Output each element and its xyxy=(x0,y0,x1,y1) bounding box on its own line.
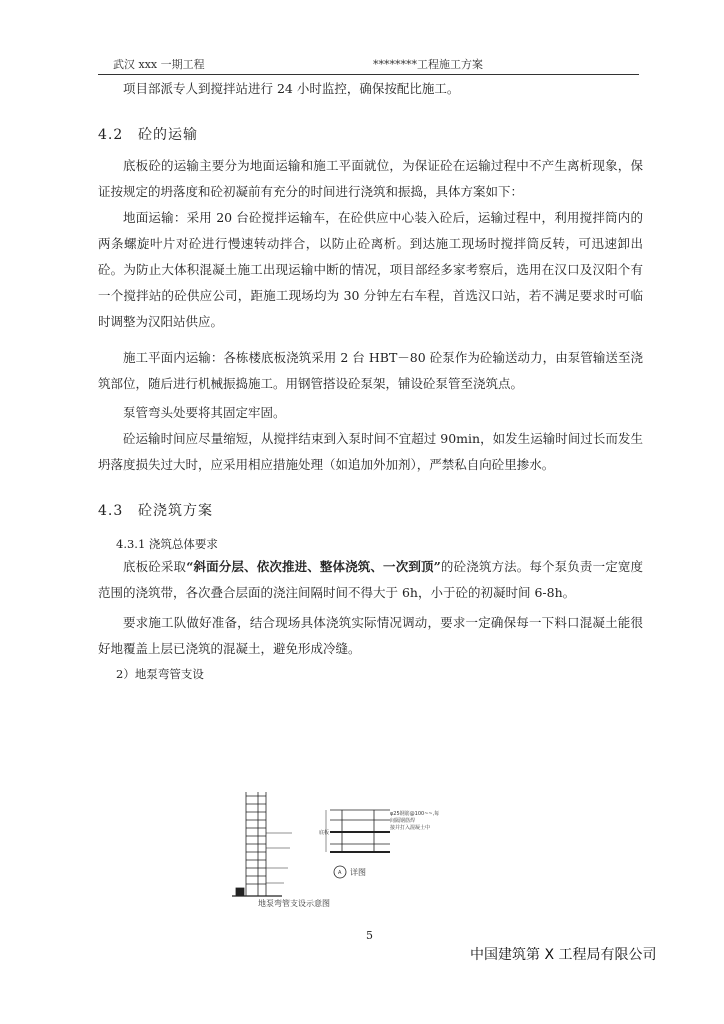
company-name: 中国建筑第 X 工程局有限公司 xyxy=(470,947,657,963)
section-4-2-number: 4.2 xyxy=(98,127,124,143)
section-4-3-heading xyxy=(98,500,213,520)
detail-caption: 详图 xyxy=(350,868,366,877)
section-4-2-paragraph-4: 泵管弯头处要将其固定牢固。 xyxy=(123,405,286,420)
section-4-2-paragraph-1: 底板砼的运输主要分为地面运输和施工平面就位，为保证砼在运输过程中不产生离析现象，保证按规定的坍落度和砼初凝前有充分的时间进行浇筑和振捣，具体方案如下： xyxy=(98,158,643,199)
section-4-2-paragraph-2: 地面运输：采用 20 台砼搅拌运输车，在砼供应中心装入砼后，运输过程中，利用搅拌筒内的两条螺旋叶片对砼进行慢速转动拌合，以防止砼离析。到达施工现场时搅拌筒反转，可迅速卸出砼。为防止大体积混凝土施工出现运输中断的情况，项目部经多家考察后，选用在汉口及汉阳个有一个搅拌站的砼供应公司，距施工现场均为 30 分钟左右车程，首选汉口站，若不满足要求时可临时调整为汉阳站供应。 xyxy=(98,210,643,329)
header-left: 武汉 xxx 一期工程 xyxy=(113,58,205,71)
section-4-2-paragraph-3: 施工平面内运输：各栋楼底板浇筑采用 2 台 HBT－80 砼泵作为砼输送动力，由泵管输送至浇筑部位，随后进行机械振捣施工。用钢管搭设砼泵架，铺设砼泵管至浇筑点。 xyxy=(98,350,643,391)
pump-pipe-support-figure xyxy=(222,788,452,913)
section-4-3-paragraph-2: 要求施工队做好准备，结合现场具体浇筑实际情况调动，要求一定确保每一下料口混凝土能很好地覆盖上层已浇筑的混凝土，避免形成冷缝。 xyxy=(98,615,643,656)
detail-mark: A xyxy=(338,870,342,876)
detail-label-1: φ25钢筋@100~~,每 xyxy=(390,811,440,817)
detail-label-3: 接并打入混凝土中 xyxy=(390,825,431,831)
intro-paragraph: 项目部派专人到搅拌站进行 24 小时监控，确保按配比施工。 xyxy=(123,81,460,96)
detail-side-label: 底板 xyxy=(319,830,330,836)
section-4-3-paragraph-1 xyxy=(98,554,643,606)
section-4-3-title: 砼浇筑方案 xyxy=(138,503,213,519)
header-right: ********工程施工方案 xyxy=(373,58,483,71)
detail-label-2: 间隔钢筋焊 xyxy=(390,818,416,824)
section-4-2-title: 砼的运输 xyxy=(138,127,198,143)
left-figure-caption: 地泵弯管支设示意图 xyxy=(258,899,330,908)
pouring-method-emphasis: “斜面分层、依次推进、整体浇筑、一次到顶” xyxy=(186,559,441,574)
section-4-2-paragraph-5: 砼运输时间应尽量缩短，从搅拌结束到入泵时间不宜超过 90min，如发生运输时间过长而发生坍落度损失过大时，应采用相应措施处理（如追加外加剂），严禁私自向砼里掺水。 xyxy=(98,431,643,472)
section-4-2-heading xyxy=(98,124,198,144)
header-rule xyxy=(98,74,639,75)
scaffold-elevation xyxy=(232,792,292,896)
paragraph-1-rest: 的砼浇筑方法。每个泵负责一定宽度范围的浇筑带，各次叠合层面的浇注间隔时间不得大于 6h，小于砼的初凝时间 6-8h。 xyxy=(98,559,643,600)
subsection-4-3-1: 4.3.1 浇筑总体要求 xyxy=(116,537,218,551)
page-number: 5 xyxy=(366,929,373,942)
subsection-pump-bend: 2）地泵弯管支设 xyxy=(116,667,204,681)
paragraph-1-lead: 底板砼采取 xyxy=(123,559,187,574)
section-4-3-number: 4.3 xyxy=(98,503,124,519)
